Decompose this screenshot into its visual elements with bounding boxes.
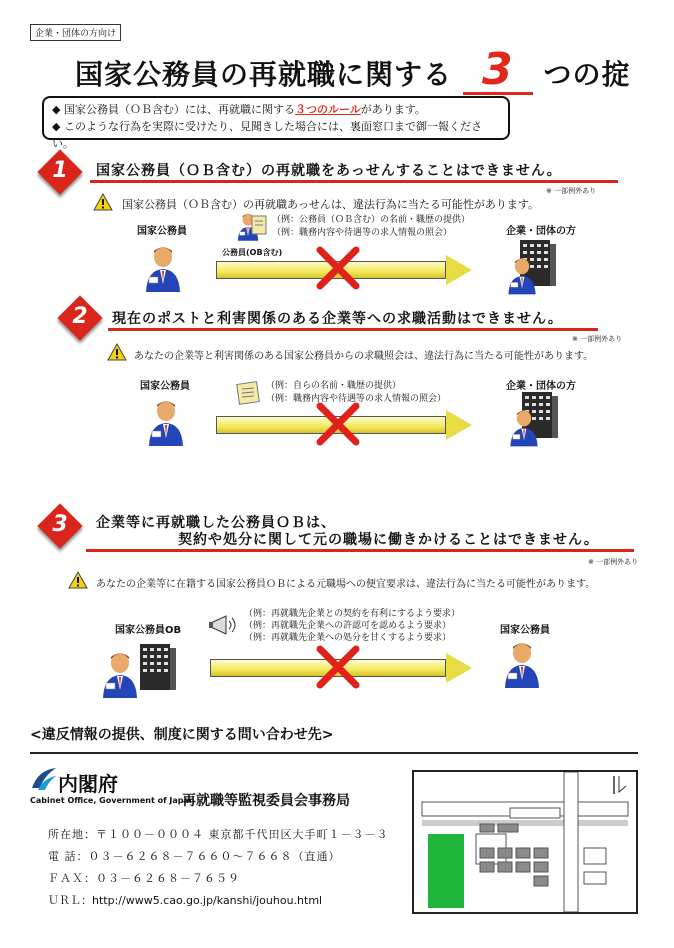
- rule-3-right-label: 国家公務員: [500, 625, 550, 636]
- rule-1-example-1: （例：公務員（ＯＢ含む）の名前・職歴の提供）: [272, 215, 471, 225]
- contact-fax: ＦＡＸ：０３－６２６８－７６５９: [48, 872, 240, 885]
- audience-tag: 企業・団体の方向け: [30, 24, 121, 41]
- company-building-icon: [506, 240, 560, 296]
- rule-2-arrow-head: [446, 410, 472, 440]
- intro-text: があります。: [360, 103, 426, 116]
- ob-with-building-icon: [100, 640, 176, 700]
- title-prefix: 国家公務員の再就職に関する: [75, 58, 453, 91]
- warning-icon: [68, 571, 88, 590]
- rule-2-warning: あなたの企業等と利害関係のある国家公務員からの求職照会は、違法行為に当たる可能性があります。: [134, 351, 594, 362]
- title-suffix: つの掟: [543, 58, 631, 91]
- civil-servant-icon: [146, 398, 190, 450]
- rule-3-example-3: （例：再就職先企業への処分を甘くするよう要求）: [244, 633, 452, 643]
- logo-english: Cabinet Office, Government of Japan: [30, 796, 195, 805]
- cabinet-office-logo-icon: [30, 766, 58, 792]
- rule-2-text: 現在のポストと利害関係のある企業等への求職活動はできません。: [112, 311, 563, 327]
- office-name: 再就職等監視委員会事務局: [182, 793, 350, 809]
- document-icon: [236, 380, 262, 406]
- person-with-document-icon: [236, 212, 268, 242]
- rule-1-text: 国家公務員（ＯＢ含む）の再就職をあっせんすることはできません。: [96, 163, 562, 179]
- megaphone-icon: [208, 613, 240, 639]
- title-number: 3: [463, 48, 533, 95]
- rule-3-warning: あなたの企業等に在籍する国家公務員ＯＢによる元職場への便宜要求は、違法行為に当たる可能性があります。: [96, 579, 596, 590]
- rule-3-underline: [86, 549, 634, 552]
- warning-icon: [93, 193, 113, 212]
- civil-servant-icon: [502, 640, 546, 694]
- rule-2-number: 2: [72, 304, 88, 329]
- rule-3-text-line-2: 契約や処分に関して元の職場に働きかけることはできません。: [178, 532, 599, 548]
- civil-servant-icon: [143, 244, 187, 296]
- three-rules-highlight: ３つのルール: [294, 103, 361, 116]
- contact-heading: <違反情報の提供、制度に関する問い合わせ先>: [30, 727, 334, 743]
- logo-japanese: 内閣府: [58, 772, 118, 796]
- rule-1-underline: [90, 180, 618, 183]
- warning-icon: [107, 343, 127, 362]
- rule-3-example-2: （例：再就職先企業への許認可を認めるよう要求）: [244, 621, 452, 631]
- rule-1-warning: 国家公務員（ＯＢ含む）の再就職あっせんは、違法行為に当たる可能性があります。: [122, 198, 540, 211]
- rule-1-arrow-label: 公務員(OB含む): [222, 248, 283, 257]
- rule-1-left-label: 国家公務員: [137, 226, 187, 237]
- contact-phone: 電 話：０３－６２６８－７６６０～７６６８（直通）: [48, 850, 341, 863]
- rule-2-right-label: 企業・団体の方: [506, 381, 576, 392]
- rule-1-example-2: （例：職務内容や待遇等の求人情報の照会）: [272, 228, 453, 238]
- rule-3-arrow-head: [446, 653, 472, 683]
- intro-text: ◆ 国家公務員（ＯＢ含む）には、再就職に関する: [52, 103, 295, 116]
- rule-3-number: 3: [52, 512, 68, 537]
- rule-3-example-1: （例：再就職先企業との契約を有利にするよう要求）: [244, 609, 461, 619]
- contact-url[interactable]: ＵＲＬ：http://www5.cao.go.jp/kanshi/jouhou.html: [48, 894, 323, 907]
- prohibited-x-icon: [316, 246, 362, 292]
- rule-2-example-1: （例：自らの名前・職歴の提供）: [266, 381, 402, 391]
- rule-3-left-label: 国家公務員OB: [115, 625, 182, 636]
- rule-2-left-label: 国家公務員: [140, 381, 190, 392]
- page-title: [75, 44, 631, 95]
- location-map: [412, 770, 638, 914]
- prohibited-x-icon: [316, 645, 362, 691]
- company-building-icon: [508, 392, 562, 450]
- rule-3-text-line-1: 企業等に再就職した公務員ＯＢは、: [96, 515, 336, 531]
- intro-line-2: ◆ このような行為を実際に受けたり、見聞きした場合には、裏面窓口まで御一報ください。: [52, 120, 482, 150]
- intro-box: [42, 96, 510, 150]
- map-graphic: [414, 772, 636, 912]
- divider: [30, 752, 638, 754]
- rule-2-exception: ※ 一部例外あり: [572, 335, 623, 343]
- rule-2-underline: [108, 328, 598, 331]
- rule-1-arrow-head: [446, 255, 472, 285]
- rule-3-exception: ※ 一部例外あり: [588, 558, 639, 566]
- rule-2-example-2: （例：職務内容や待遇等の求人情報の照会）: [266, 394, 447, 404]
- rule-1-right-label: 企業・団体の方: [506, 226, 576, 237]
- contact-address: 所在地：〒１００－０００４ 東京都千代田区大手町１－３－３: [48, 828, 389, 841]
- prohibited-x-icon: [316, 402, 362, 448]
- intro-line-1: [52, 101, 500, 118]
- rule-1-exception: ※ 一部例外あり: [546, 187, 597, 195]
- rule-1-number: 1: [52, 158, 68, 183]
